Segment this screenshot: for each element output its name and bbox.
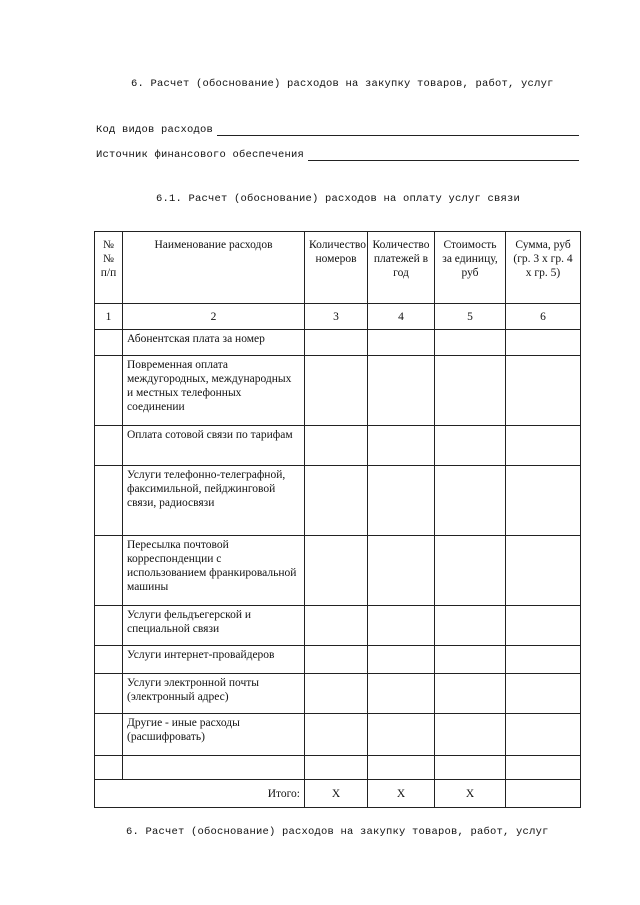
cell-sum[interactable] <box>506 674 581 714</box>
table-row <box>95 356 581 426</box>
column-number: 5 <box>435 304 506 330</box>
table-row <box>95 426 581 466</box>
header-payments-per-year: Количество платежей в год <box>368 232 435 304</box>
cell-sum[interactable] <box>506 646 581 674</box>
column-number: 2 <box>123 304 305 330</box>
cell-expense-name: Другие - иные расходы (расшифровать) <box>123 714 305 756</box>
cell-quantity[interactable] <box>305 330 368 356</box>
column-number: 4 <box>368 304 435 330</box>
footer-heading: 6. Расчет (обоснование) расходов на закупку товаров, работ, услуг <box>126 826 549 838</box>
cell-unit-cost[interactable] <box>435 674 506 714</box>
cell-expense-name: Услуги электронной почты (электронный адрес) <box>123 674 305 714</box>
expense-code-label: Код видов расходов <box>96 124 214 136</box>
cell-unit-cost[interactable] <box>435 606 506 646</box>
cell-sum[interactable] <box>506 356 581 426</box>
cell-quantity[interactable] <box>305 756 368 780</box>
cell-unit-cost[interactable] <box>435 756 506 780</box>
cell-row-number[interactable] <box>95 674 123 714</box>
cell-sum[interactable] <box>506 330 581 356</box>
cell-row-number[interactable] <box>95 426 123 466</box>
cell-quantity[interactable] <box>305 466 368 536</box>
cell-unit-cost[interactable] <box>435 466 506 536</box>
cell-sum[interactable] <box>506 756 581 780</box>
cell-payments[interactable] <box>368 466 435 536</box>
header-unit-cost: Стоимость за единицу, руб <box>435 232 506 304</box>
cell-row-number[interactable] <box>95 536 123 606</box>
cell-quantity[interactable] <box>305 606 368 646</box>
cell-payments[interactable] <box>368 646 435 674</box>
cell-unit-cost[interactable] <box>435 356 506 426</box>
header-quantity: Количество номеров <box>305 232 368 304</box>
table-row <box>95 606 581 646</box>
cell-row-number[interactable] <box>95 606 123 646</box>
section-heading: 6. Расчет (обоснование) расходов на закупку товаров, работ, услуг <box>131 78 554 90</box>
subsection-heading: 6.1. Расчет (обоснование) расходов на оплату услуг связи <box>156 193 521 205</box>
table-row <box>95 536 581 606</box>
cell-payments[interactable] <box>368 356 435 426</box>
cell-sum[interactable] <box>506 426 581 466</box>
column-number: 6 <box>506 304 581 330</box>
header-sum: Сумма, руб (гр. 3 х гр. 4 х гр. 5) <box>506 232 581 304</box>
cell-unit-cost[interactable] <box>435 714 506 756</box>
cell-expense-name: Пересылка почтовой корреспонденции с использованием франкировальной машины <box>123 536 305 606</box>
cell-quantity[interactable] <box>305 646 368 674</box>
communication-expenses-table <box>94 231 581 808</box>
cell-unit-cost[interactable] <box>435 330 506 356</box>
total-mark: X <box>368 780 435 808</box>
cell-expense-name: Услуги фельдъегерской и специальной связи <box>123 606 305 646</box>
total-row <box>95 780 581 808</box>
cell-quantity[interactable] <box>305 356 368 426</box>
header-row-number: № № п/п <box>95 232 123 304</box>
cell-unit-cost[interactable] <box>435 536 506 606</box>
cell-expense-name: Повременная оплата междугородных, международных и местных телефонных соединении <box>123 356 305 426</box>
cell-unit-cost[interactable] <box>435 426 506 466</box>
total-label: Итого: <box>95 780 305 808</box>
cell-row-number[interactable] <box>95 356 123 426</box>
table-row <box>95 466 581 536</box>
cell-sum[interactable] <box>506 606 581 646</box>
total-sum[interactable] <box>506 780 581 808</box>
cell-payments[interactable] <box>368 756 435 780</box>
column-number-row <box>95 304 581 330</box>
cell-row-number[interactable] <box>95 646 123 674</box>
cell-sum[interactable] <box>506 466 581 536</box>
cell-row-number[interactable] <box>95 714 123 756</box>
cell-payments[interactable] <box>368 714 435 756</box>
cell-payments[interactable] <box>368 536 435 606</box>
cell-expense-name: Оплата сотовой связи по тарифам <box>123 426 305 466</box>
cell-sum[interactable] <box>506 536 581 606</box>
funding-source-label: Источник финансового обеспечения <box>96 149 305 161</box>
cell-expense-name: Абонентская плата за номер <box>123 330 305 356</box>
cell-quantity[interactable] <box>305 714 368 756</box>
funding-source-field[interactable] <box>308 160 579 161</box>
cell-payments[interactable] <box>368 606 435 646</box>
header-expense-name: Наименование расходов <box>123 232 305 304</box>
table-row <box>95 674 581 714</box>
cell-row-number[interactable] <box>95 466 123 536</box>
cell-quantity[interactable] <box>305 426 368 466</box>
table-header-row <box>95 232 581 304</box>
cell-unit-cost[interactable] <box>435 646 506 674</box>
cell-payments[interactable] <box>368 330 435 356</box>
table-row <box>95 756 581 780</box>
table-row <box>95 646 581 674</box>
total-mark: X <box>435 780 506 808</box>
table-row <box>95 330 581 356</box>
cell-expense-name[interactable] <box>123 756 305 780</box>
cell-quantity[interactable] <box>305 674 368 714</box>
table-row <box>95 714 581 756</box>
cell-expense-name: Услуги телефонно-телеграфной, факсимильной, пейджинговой связи, радиосвязи <box>123 466 305 536</box>
cell-row-number[interactable] <box>95 330 123 356</box>
expense-code-field[interactable] <box>217 135 579 136</box>
cell-sum[interactable] <box>506 714 581 756</box>
cell-payments[interactable] <box>368 674 435 714</box>
cell-quantity[interactable] <box>305 536 368 606</box>
total-mark: X <box>305 780 368 808</box>
cell-payments[interactable] <box>368 426 435 466</box>
cell-expense-name: Услуги интернет-провайдеров <box>123 646 305 674</box>
column-number: 1 <box>95 304 123 330</box>
cell-row-number[interactable] <box>95 756 123 780</box>
column-number: 3 <box>305 304 368 330</box>
